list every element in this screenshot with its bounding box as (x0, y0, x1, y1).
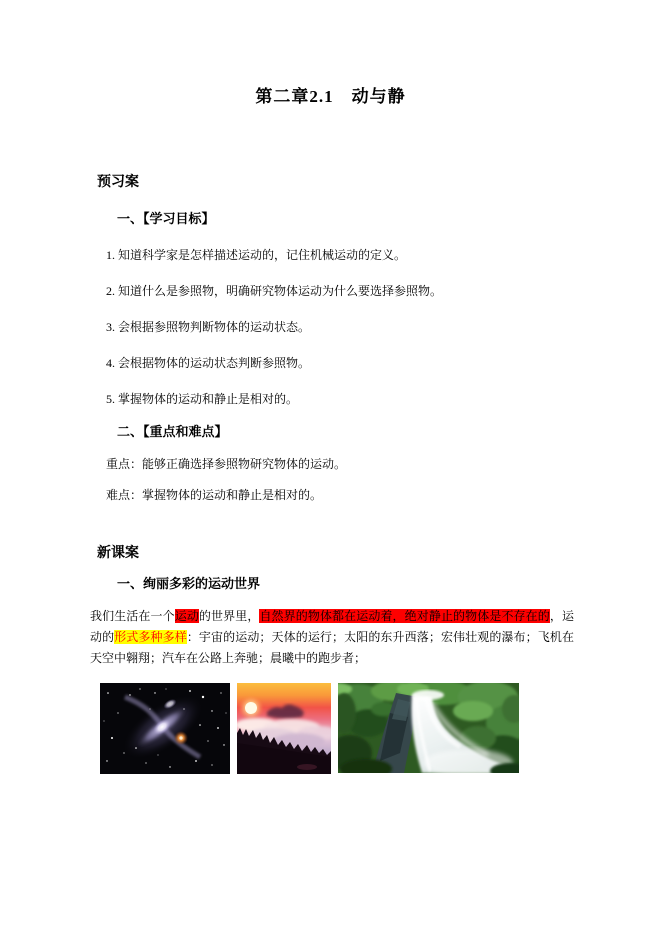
paragraph-segment: 我们生活在一个 (90, 609, 175, 623)
keypoints-heading: 二、【重点和难点】 (117, 424, 228, 439)
preview-section-heading: 预习案 (97, 175, 139, 190)
red-highlight-text: 运动 (174, 609, 199, 623)
new-lesson-section-heading: 新课案 (97, 546, 139, 561)
waterfall-image (338, 683, 519, 773)
intro-paragraph (90, 606, 574, 669)
paragraph-segment: 的世界里， (198, 609, 260, 623)
goal-item-2: 2. 知道什么是参照物，明确研究物体运动为什么要选择参照物。 (106, 284, 443, 298)
paragraph-segment: ，运动的 (90, 609, 574, 644)
colorful-world-heading: 一、绚丽多彩的运动世界 (117, 576, 261, 591)
keypoint-text: 重点：能够正确选择参照物研究物体的运动。 (106, 457, 347, 471)
goal-item-1: 1. 知道科学家是怎样描述运动的，记住机械运动的定义。 (106, 248, 407, 262)
red-highlight-text: 自然界的物体都在运动着，绝对静止的物体是不存在的 (259, 609, 550, 623)
paragraph-segment: ：宇宙的运动；天体的运行；太阳的东升西落；宏伟壮观的瀑布；飞机在天空中翱翔；汽车在公路上奔驰；晨曦中的跑步者； (90, 630, 574, 665)
doc-title: 第二章2.1 动与静 (255, 87, 406, 106)
yellow-highlight-text: 形式多种多样 (114, 630, 187, 644)
images-row (100, 683, 661, 774)
sunrise-image (237, 683, 331, 774)
goal-item-4: 4. 会根据物体的运动状态判断参照物。 (106, 356, 311, 370)
goal-item-3: 3. 会根据参照物判断物体的运动状态。 (106, 320, 311, 334)
difficulty-text: 难点：掌握物体的运动和静止是相对的。 (106, 488, 323, 502)
learning-goals-heading: 一、【学习目标】 (117, 211, 215, 226)
galaxy-image (100, 683, 230, 774)
goal-item-5: 5. 掌握物体的运动和静止是相对的。 (106, 392, 299, 406)
